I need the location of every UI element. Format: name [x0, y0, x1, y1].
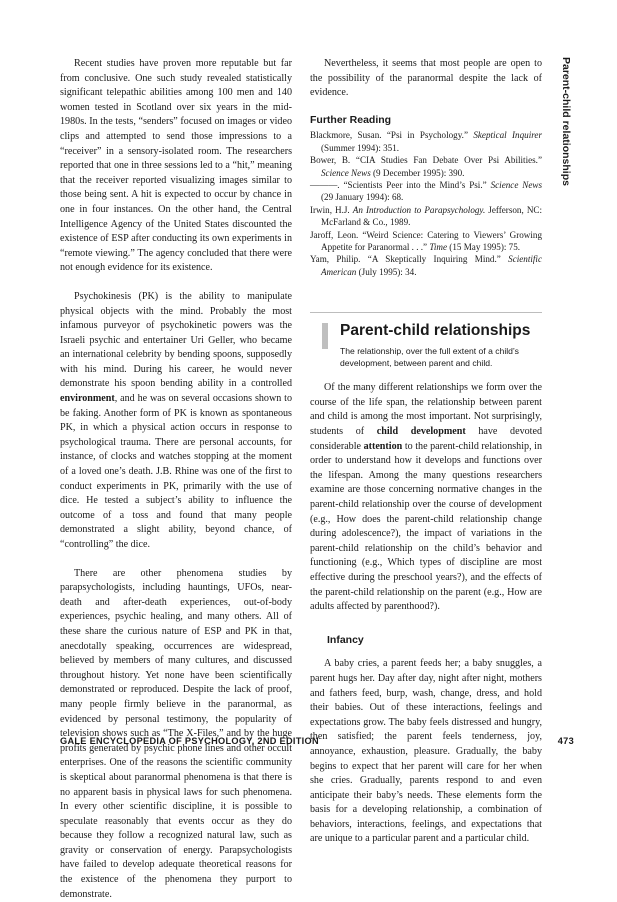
paragraph-conclusion: Nevertheless, it seems that most people are open to the possibility of the paranormal despite the lack of evidence.	[310, 58, 542, 99]
right-column	[310, 57, 542, 847]
reference-item: Blackmore, Susan. “Psi in Psychology.” Skeptical Inquirer (Summer 1994): 351.	[310, 130, 542, 153]
paragraph-psychokinesis	[60, 290, 292, 553]
page-footer	[60, 736, 574, 746]
reference-item: Yam, Philip. “A Skeptically Inquiring Mind.” Scientific American (July 1995): 34.	[310, 254, 542, 277]
side-tab-label: Parent-child relationships	[560, 57, 572, 186]
term-link-environment: environment	[60, 393, 115, 405]
entry-title: Parent-child relationships	[340, 322, 531, 340]
term-link-child-development: child development	[376, 426, 466, 438]
text-run: , and he was on several occasions shown to be faking. Another form of PK is known as spontaneous PK, in which a physical action occurs in response to psychological trauma. There are personal accounts, for instance, of clocks and watches stopping at the moment of a loved one’s death. J.B. Rhine was one of the first to conduct experiments in PK, primarily with the use of dice. He tested a subject’s ability to influence the outcome of a toss and found that many people demonstrated a slight ability, beyond chance, of “controlling” the dice.	[60, 393, 292, 550]
footer-title: GALE ENCYCLOPEDIA OF PSYCHOLOGY, 2ND EDITION	[60, 736, 319, 746]
reference-item: ———. “Scientists Peer into the Mind’s Psi.” Science News (29 January 1994): 68.	[310, 180, 542, 203]
text-run: to the parent-child relationship, in order to understand how it develops and functions over the lifespan. Among the many questions researchers examine are those concerning normative changes in the parent-child relationship over the course of development (e.g., How does the parent-child relationship change during adolescence?), the impact of variations in the parent-child relationship on the child’s behavior and functioning (e.g., Which types of discipline are most effective during the preschool years?), and the effects of the parent-child relationship on the parent (e.g., How are adults affected by parenthood?).	[310, 440, 543, 613]
paragraph-telepathy-studies: Recent studies have proven more reputable but far from conclusive. One such study revealed statistically significant telepathic abilities among 100 men and 140 women tested in Scotland over six years in the mid-1980s. In the tests, “senders” focused on images or video clips and attempted to send those impressions to a “receiver” in a sensory-isolated room. The researchers reported that one in three sessions led to a “hit,” meaning that the receiver reported visualizing images similar to those being sent. A hit is expected to occur by chance in one in four instances. On the other hand, the Central Intelligence Agency of the United States discounted the existence of ESP after conducting its own experiments in “remote viewing.” The agency concluded that there were not enough evidence for its existence.	[60, 58, 292, 274]
term-link-attention: attention	[363, 440, 403, 452]
paragraph-infancy: A baby cries, a parent feeds her; a baby snuggles, a parent hugs her. Day after day, night after night, mothers and fathers feed, burp, wash, change, dress, and hold their babies. Out of these interactions, feelings and expectations grow. The baby feels distressed and hungry, then satisfied; the parent feels tenderness, joy, annoyance, exhaustion, pleasure. Gradually, the baby begins to expect that her parent will care for her when she cries. Gradually, parents respond to and even anticipate their baby’s needs. These elements form the basis for a developing relationship, a combination of behaviors, interactions, feelings, and expectations that are unique to a particular parent and a particular child.	[310, 658, 542, 845]
further-reading-heading: Further Reading	[310, 113, 392, 126]
entry-definition: The relationship, over the full extent of a child’s development, between parent and child.	[340, 346, 519, 369]
page-number: 473	[557, 736, 574, 746]
reference-list	[310, 129, 542, 278]
left-column	[60, 57, 292, 902]
paragraph-other-phenomena: There are other phenomena studies by parapsychologists, including hauntings, UFOs, near-death and after-death experiences, out-of-body experiences, psychic healing, and many others. All of these share the curious nature of ESP and PK in that, anecdotally speaking, occurrences are widespread, believed by members of many cultures, and discussed throughout history. Yet none have been scientifically demonstrated or reproduced. Despite the lack of proof, many people firmly believe in the paranormal, as evidenced by personal testimony, the popularity of television shows such as “The X-Files,” and by the huge profits generated by psychic phone lines and other occult enterprises. One of the reasons the scientific community is skeptical about paranormal phenomena is that there is no apparent basis in physical laws for such phenomena. In every other scientific discipline, it is possible to speculate reasonably that events occur as they do because they follow a recognized natural law, such as gravity or conservation of energy. Parapsychologists have failed to develop adequate theoretical reasons for the existence of the phenomena they purport to demonstrate.	[60, 567, 292, 900]
reference-item: Bower, B. “CIA Studies Fan Debate Over Psi Abilities.” Science News (9 December 1995): 390.	[310, 155, 542, 178]
side-tab	[558, 57, 574, 277]
paragraph-parent-child-intro	[310, 381, 542, 615]
reference-item: Jaroff, Leon. “Weird Science: Catering to Viewers’ Growing Appetite for Paranormal . . .” Time (15 May 1995): 75.	[310, 229, 542, 253]
entry-header-box	[310, 312, 542, 381]
text-run: have devoted considerable	[310, 426, 542, 452]
text-run: Of the many different relationships we form over the course of the life span, the relationship between parent and child is among the most important. Not surprisingly, students of	[310, 382, 542, 438]
reference-item: Irwin, H.J. An Introduction to Parapsychology. Jefferson, NC: McFarland & Co., 1989.	[310, 204, 542, 228]
infancy-heading: Infancy	[327, 633, 364, 646]
entry-marker-bar	[322, 323, 328, 349]
text-run: Psychokinesis (PK) is the ability to manipulate physical objects with the mind. Probably the most infamous purveyor of psychokinetic powers was the Israeli psychic and entertainer Uri Geller, who became an international celebrity by bending spoons, supposedly with his mind. During his career, he would never demonstrate his spoon bending ability in a controlled	[60, 290, 292, 390]
